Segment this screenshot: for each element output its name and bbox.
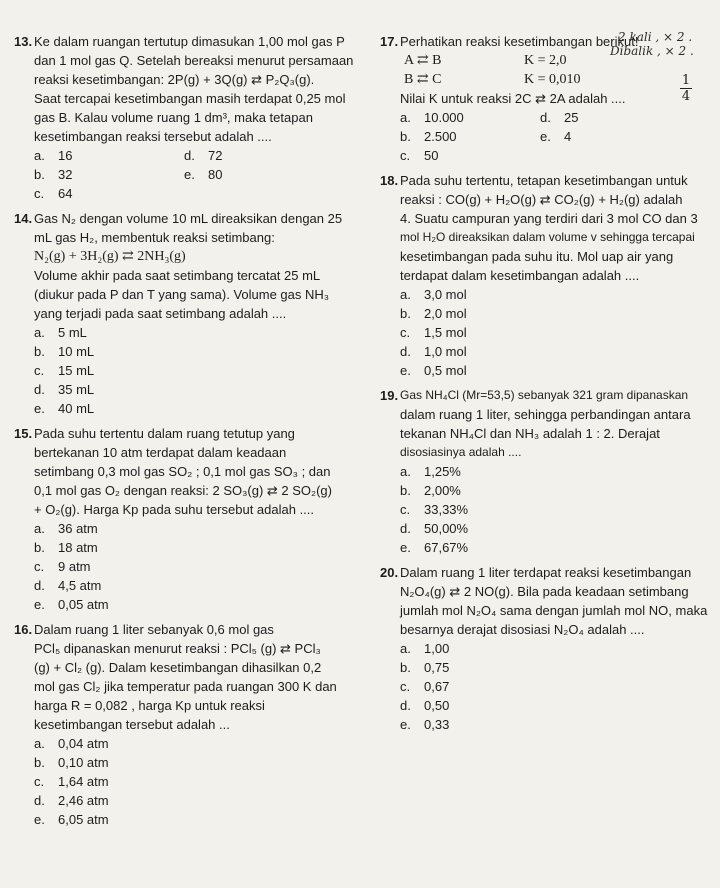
question-text-line: besarnya derajat disosiasi N₂O₄ adalah .... [400, 622, 645, 637]
question-text-line: N₂O₄(g) ⇄ 2 NO(g). Bila pada keadaan setimbang [400, 584, 689, 599]
question-text-line: Nilai K untuk reaksi 2C ⇄ 2A adalah .... [400, 91, 626, 106]
question-text-line: dan 1 mol gas Q. Setelah bereaksi menurut persamaan [34, 53, 354, 68]
answer-option-a[interactable]: a. 36 atm [34, 521, 98, 536]
answer-option-d[interactable]: d. 4,5 atm [34, 578, 102, 593]
question-number: 14. [14, 211, 33, 226]
question-text-line: (diukur pada P dan T yang sama). Volume gas NH₃ [34, 287, 330, 302]
answer-option-d[interactable]: d. 1,0 mol [400, 344, 467, 359]
answer-option-b[interactable]: b. 32 [34, 167, 73, 182]
answer-option-e[interactable]: e. 67,67% [400, 540, 469, 555]
answer-option-e[interactable]: e. 6,05 atm [34, 812, 109, 827]
question-text-line: Gas NH₄Cl (Mr=53,5) sebanyak 321 gram dipanaskan [400, 388, 689, 402]
answer-option-a[interactable]: a. 3,0 mol [400, 287, 467, 302]
answer-option-a[interactable]: a. 0,04 atm [34, 736, 109, 751]
question-text-line: Dalam ruang 1 liter sebanyak 0,6 mol gas [34, 622, 274, 637]
answer-option-d[interactable]: d. 50,00% [400, 521, 469, 536]
question-20 [380, 563, 710, 734]
answer-options [400, 462, 710, 557]
answer-option-c[interactable]: c. 15 mL [34, 363, 95, 378]
question-text-line: Dalam ruang 1 liter terdapat reaksi kesetimbangan [400, 565, 692, 580]
answer-option-e[interactable]: e. 80 [184, 167, 223, 182]
question-text-line: disosiasinya adalah .... [400, 445, 522, 459]
answer-options [400, 639, 710, 734]
answer-option-d[interactable]: d. 25 [540, 110, 579, 125]
answer-option-b[interactable]: b. 10 mL [34, 344, 95, 359]
answer-option-c[interactable]: c. 64 [34, 186, 73, 201]
question-number: 19. [380, 388, 399, 403]
question-text-line: 4. Suatu campuran yang terdiri dari 3 mol CO dan 3 [400, 211, 698, 226]
question-text-line: (g) + Cl₂ (g). Dalam kesetimbangan dihasilkan 0,2 [34, 660, 322, 675]
answer-option-e[interactable]: e. 0,5 mol [400, 363, 467, 378]
answer-options [34, 146, 366, 203]
handwritten-note: 2 kali , × 2 . [618, 30, 693, 44]
question-text-line: bertekanan 10 atm terdapat dalam keadaan [34, 445, 287, 460]
question-text-line: yang terjadi pada saat setimbang adalah .... [34, 306, 287, 321]
answer-option-e[interactable]: e. 0,33 [400, 717, 450, 732]
question-number: 20. [380, 565, 399, 580]
question-text-line: harga R = 0,082 , harga Kp untuk reaksi [34, 698, 265, 713]
question-text-line: tekanan NH₄Cl dan NH₃ adalah 1 : 2. Derajat [400, 426, 660, 441]
question-text-line: Saat tercapai kesetimbangan masih terdapat 0,25 mol [34, 91, 346, 106]
question-text-line: mol gas Cl₂ jika temperatur pada ruangan 300 K dan [34, 679, 337, 694]
question-text-line: kesetimbangan tersebut adalah ... [34, 717, 230, 732]
answer-option-b[interactable]: b. 18 atm [34, 540, 98, 555]
question-19 [380, 386, 710, 557]
question-text-line: gas B. Kalau volume ruang 1 dm³, maka tetapan [34, 110, 313, 125]
answer-options [400, 108, 710, 165]
answer-option-b[interactable]: b. 2,0 mol [400, 306, 467, 321]
question-text-line: Ke dalam ruangan tertutup dimasukan 1,00 mol gas P [34, 34, 345, 49]
answer-option-d[interactable]: d. 2,46 atm [34, 793, 109, 808]
question-text-line: mol H₂O direaksikan dalam volume v sehingga tercapai [400, 230, 695, 244]
answer-option-a[interactable]: a. 1,00 [400, 641, 450, 656]
question-number: 17. [380, 34, 399, 49]
question-text-line: reaksi : CO(g) + H₂O(g) ⇄ CO₂(g) + H₂(g) adalah [400, 192, 683, 207]
answer-options [34, 734, 366, 829]
question-17 [380, 32, 710, 165]
question-text-line: Gas N₂ dengan volume 10 mL direaksikan dengan 25 [34, 211, 343, 226]
question-intro: Perhatikan reaksi kesetimbangan berikut! [400, 34, 639, 49]
question-15 [14, 424, 366, 614]
answer-option-a[interactable]: a. 5 mL [34, 325, 87, 340]
answer-option-c[interactable]: c. 33,33% [400, 502, 469, 517]
question-number: 16. [14, 622, 33, 637]
question-16 [14, 620, 366, 829]
equation-row: A ⇄ B K = 2,0 [404, 53, 567, 68]
question-text-line: kesetimbangan pada suhu itu. Mol uap air yang [400, 249, 674, 264]
question-14 [14, 209, 366, 418]
answer-option-c[interactable]: c. 9 atm [34, 559, 91, 574]
question-text-line: terdapat dalam kesetimbangan adalah .... [400, 268, 640, 283]
question-text-line: Volume akhir pada saat setimbang tercatat 25 mL [34, 268, 321, 283]
answer-option-b[interactable]: b. 2.500 [400, 129, 457, 144]
equation-row: B ⇄ C K = 0,010 [404, 72, 581, 87]
answer-option-a[interactable]: a. 1,25% [400, 464, 461, 479]
answer-option-e[interactable]: e. 40 mL [34, 401, 95, 416]
question-text-line: Pada suhu tertentu, tetapan kesetimbangan untuk [400, 173, 688, 188]
handwritten-fraction: 1 4 [681, 73, 691, 104]
answer-option-b[interactable]: b. 0,75 [400, 660, 450, 675]
answer-option-b[interactable]: b. 0,10 atm [34, 755, 109, 770]
question-text-line: dalam ruang 1 liter, sehingga perbandingan antara [400, 407, 691, 422]
question-text-line: 0,1 mol gas O₂ dengan reaksi: 2 SO₃(g) ⇄ 2 SO₂(g) [34, 483, 332, 498]
question-text-line: reaksi kesetimbangan: 2P(g) + 3Q(g) ⇄ P₂Q₃(g). [34, 72, 315, 87]
question-number: 18. [380, 173, 399, 188]
answer-option-c[interactable]: c. 50 [400, 148, 439, 163]
answer-options [400, 285, 710, 380]
left-column [14, 32, 366, 835]
answer-options [34, 323, 366, 418]
answer-option-a[interactable]: a. 16 [34, 148, 73, 163]
answer-option-c[interactable]: c. 0,67 [400, 679, 450, 694]
answer-option-b[interactable]: b. 2,00% [400, 483, 461, 498]
question-13 [14, 32, 366, 203]
answer-option-c[interactable]: c. 1,5 mol [400, 325, 467, 340]
answer-option-e[interactable]: e. 0,05 atm [34, 597, 109, 612]
question-text-line: Pada suhu tertentu dalam ruang tetutup yang [34, 426, 295, 441]
question-text-line: jumlah mol N₂O₄ sama dengan jumlah mol NO, maka [400, 603, 708, 618]
question-text-line: mL gas H₂, membentuk reaksi setimbang: [34, 230, 275, 245]
handwritten-note: Dibalik , × 2 . [610, 44, 694, 58]
answer-option-a[interactable]: a. 10.000 [400, 110, 464, 125]
answer-option-d[interactable]: d. 35 mL [34, 382, 95, 397]
reaction-equation: N₂(g) + 3H₂(g) ⇄ 2NH₃(g) [34, 249, 186, 264]
answer-options [34, 519, 366, 614]
answer-option-d[interactable]: d. 0,50 [400, 698, 450, 713]
answer-option-d[interactable]: d. 72 [184, 148, 223, 163]
question-text-line: PCl₅ dipanaskan menurut reaksi : PCl₅ (g) ⇄ PCl₃ [34, 641, 321, 656]
question-text-line: setimbang 0,3 mol gas SO₂ ; 0,1 mol gas SO₃ ; dan [34, 464, 331, 479]
question-number: 13. [14, 34, 33, 49]
answer-option-c[interactable]: c. 1,64 atm [34, 774, 109, 789]
question-text-line: + O₂(g). Harga Kp pada suhu tersebut adalah .... [34, 502, 315, 517]
question-text-line: kesetimbangan reaksi tersebut adalah .... [34, 129, 272, 144]
question-18 [380, 171, 710, 380]
question-number: 15. [14, 426, 33, 441]
answer-option-e[interactable]: e. 4 [540, 129, 572, 144]
right-column [380, 32, 710, 740]
